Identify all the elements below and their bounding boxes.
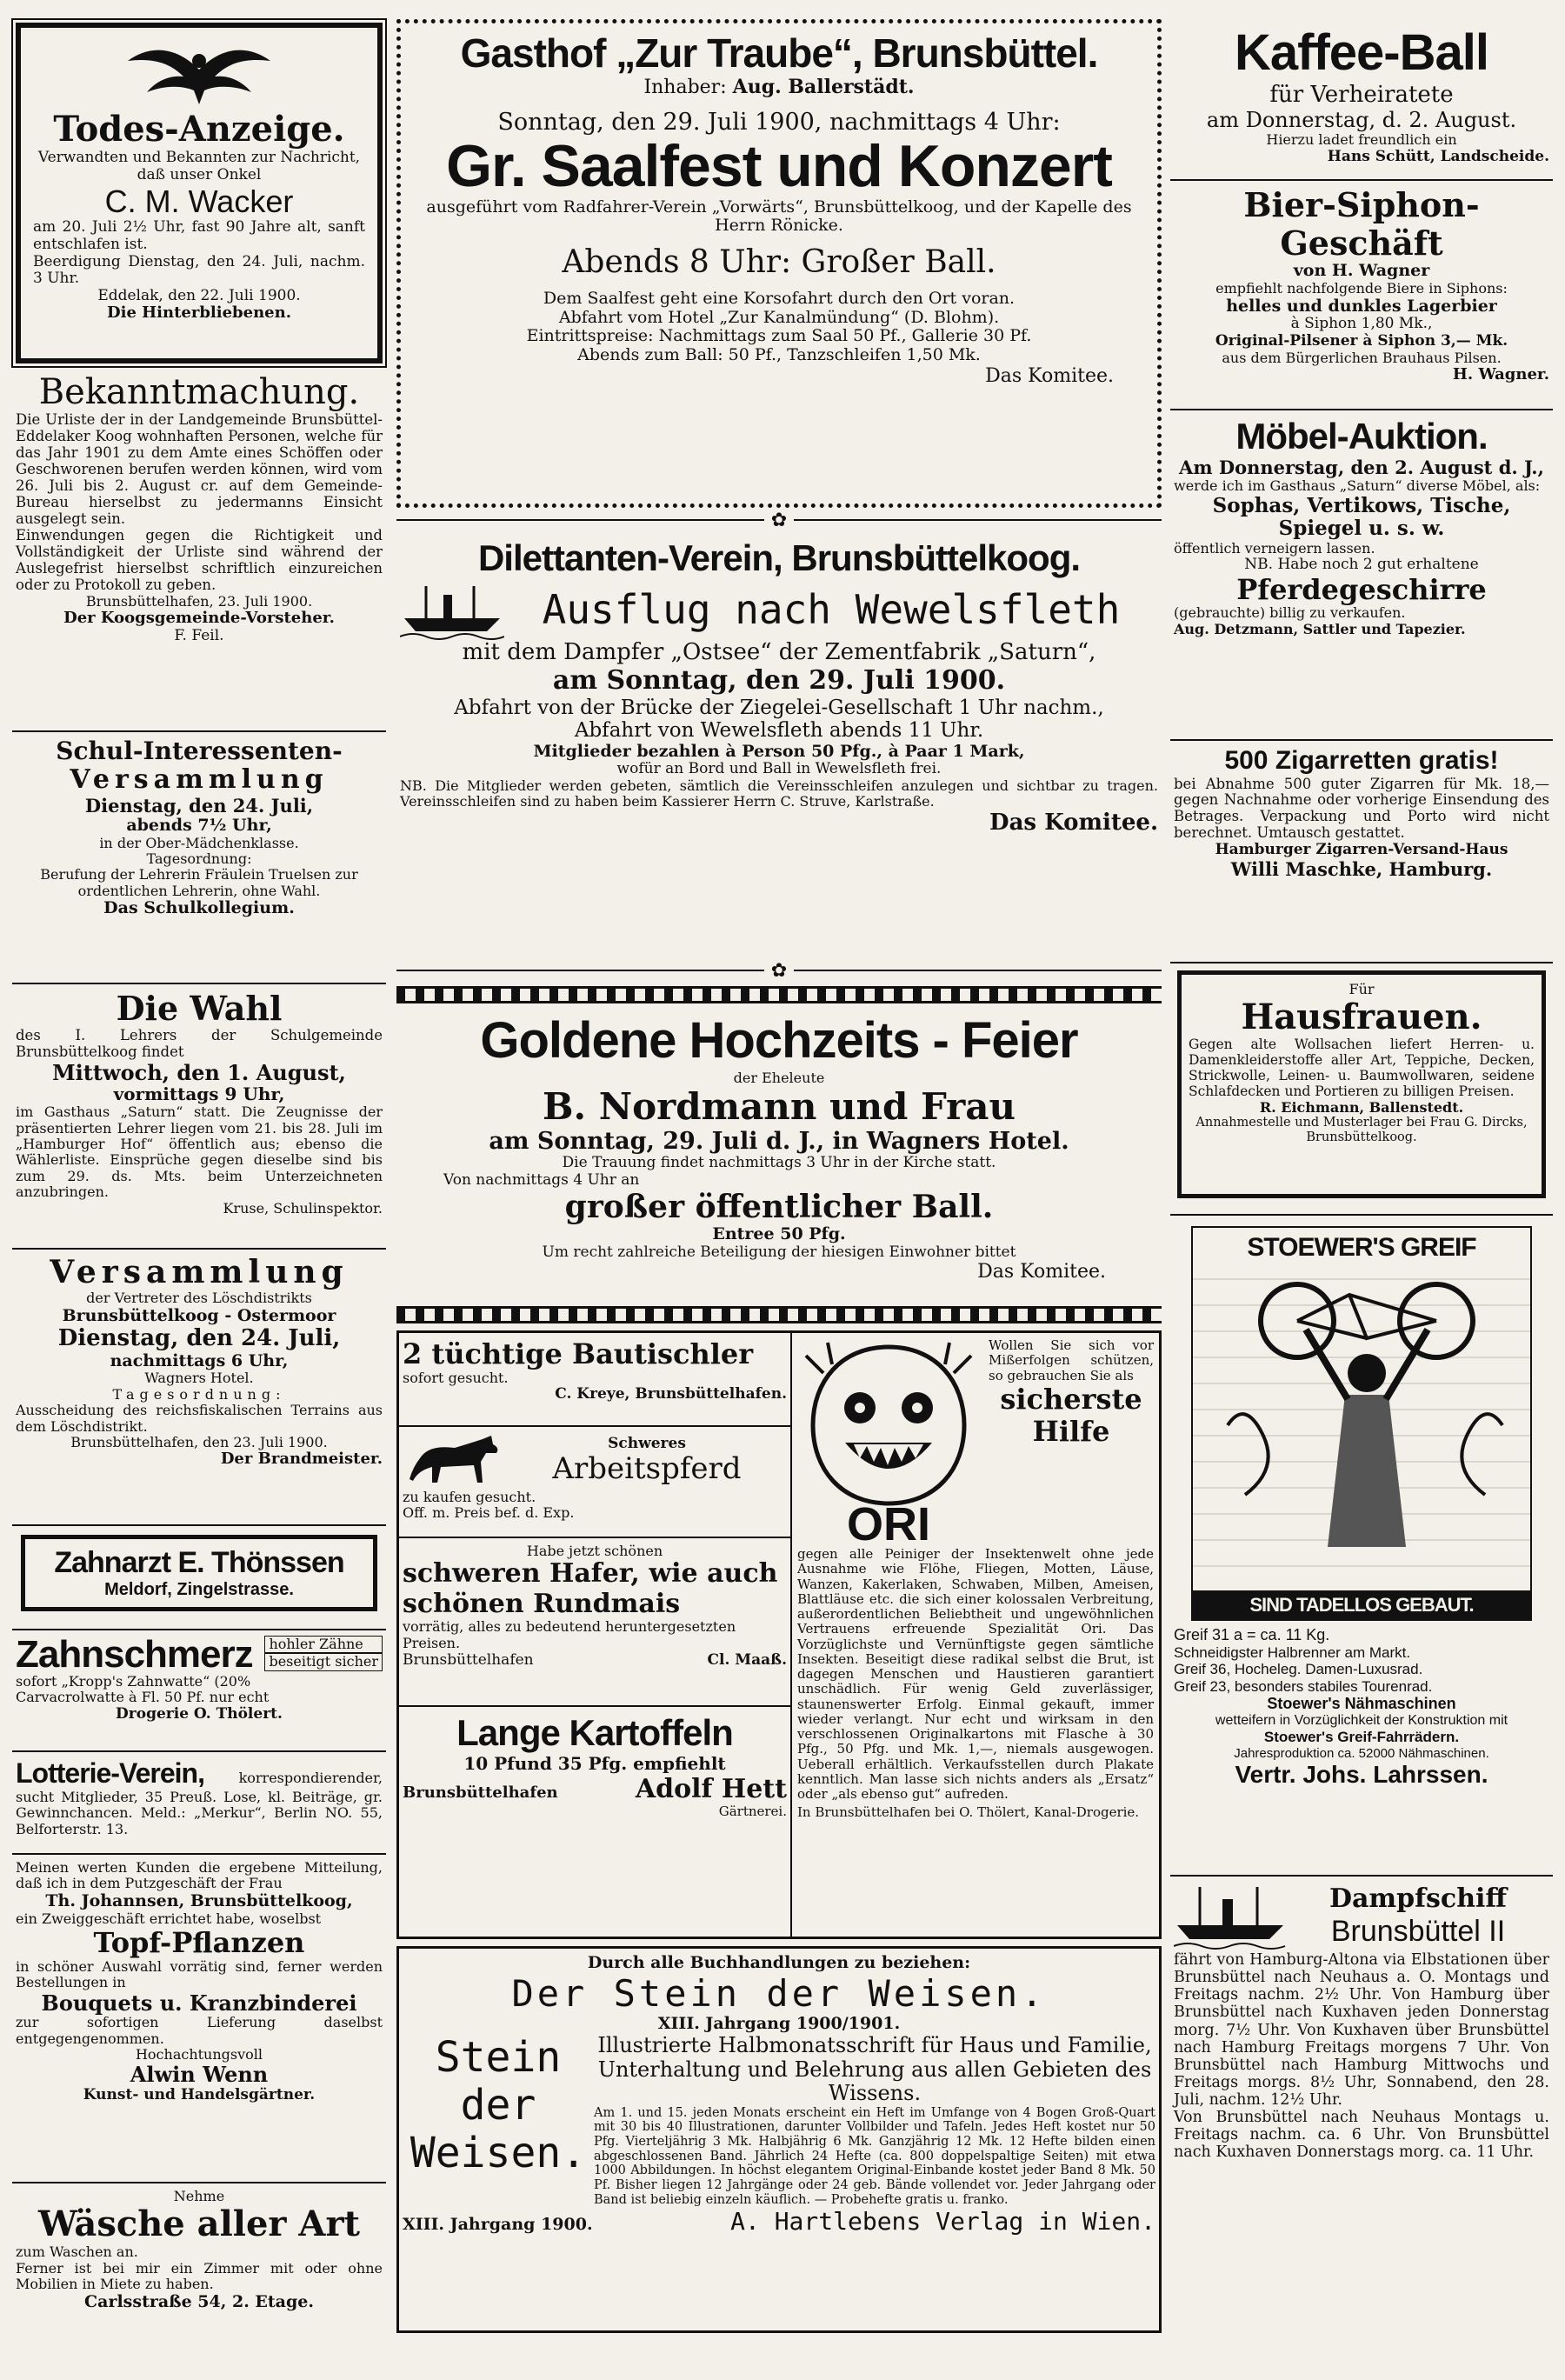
dilettanten-note: NB. Die Mitglieder werden gebeten, sämtlich die Vereinsschleifen anzulegen und sichtbar zu tragen. Vereinsschleifen sind zu haben beim Kassierer Herrn C. Struve, Karlstraße. [400,777,1158,810]
stoewer-l1b: Schneidigster Halbrenner am Markt. [1174,1643,1411,1661]
stein-desc: Illustrierte Halbmonatsschrift für Haus und Familie, Unterhaltung und Belehrung aus allen Gebieten des Wissens. [597,2032,1152,2106]
stein-year2: XIII. Jahrgang 1900. [403,2215,593,2235]
hausfrauen-text: Gegen alte Wollsachen liefert Herren- u. Damenkleiderstoffe aller Art, Teppiche, Decken, Strickwolle, Leinen- u. Baumwollwaren, seidene Schlafdecken und Portieren zu billigen Preisen. [1189,1037,1535,1099]
bicycle-woman-icon [1193,1269,1537,1564]
dampfschiff-text: fährt von Hamburg-Altona via Elbstationen über Brunsbüttel nach Neuhaus a. O. Montags und Freitags nachm. 2½ Uhr. Von Hamburg über Brunsbüttel nach Kuxhaven jeden Donnerstag morg. 7½ Uhr. Von Kuxhaven über Brunsbüttel nach Hamburg Freitags morgens 7 Uhr. Von Brunsbüttel nach Hamburg Mittwochs und Freitags morgs. 8½ Uhr, Sonnabend, den 28. Juli, nachm. 12½ Uhr. [1174,1951,1549,2109]
stoewer-l5: wetteifern in Vorzüglichkeit der Konstruktion mit [1215,1713,1508,1729]
kaffee-sub: für Verheiratete [1269,81,1454,108]
bekanntmachung-sign: Der Koogsgemeinde-Vorsteher. [63,609,335,628]
zahnarzt-title: Zahnarzt E. Thönssen [54,1546,344,1579]
johannsen-title: Topf-Pflanzen [93,1926,305,1960]
bautischler-sign: C. Kreye, Brunsbüttelhafen. [555,1385,787,1403]
wahl-text: des I. Lehrers der Schulgemeinde Brunsbüttelkoog findet [16,1026,383,1060]
stoewer-ad [1170,1216,1553,1877]
zahnschmerz-big: Zahnschmerz [16,1633,253,1676]
traube-owner-label: Inhaber: [643,76,727,98]
stoewer-l1: Greif 31 a = ca. 11 Kg. [1174,1626,1330,1643]
dilettanten-big: Ausflug nach Wewelsfleth [542,585,1121,633]
schul-date: Dienstag, den 24. Juli, [84,794,314,817]
waesche-ad [12,2183,386,2357]
ori-place: In Brunsbüttelhafen bei O. Thölert, Kanal-Drogerie. [797,1804,1140,1821]
moebel-note: NB. Habe noch 2 gut erhaltene [1244,556,1479,574]
dilettanten-line3: Abfahrt von der Brücke der Ziegelei-Gesellschaft 1 Uhr nachm., [454,696,1104,719]
hafer-top: Habe jetzt schönen [526,1543,663,1559]
zahnschmerz-line2: beseitigt sicher [264,1653,383,1670]
moebel-sign: Aug. Detzmann, Sattler und Tapezier. [1174,620,1466,637]
moebel-big: Pferdegeschirre [1236,572,1487,606]
bier-text5: aus dem Bürgerlichen Brauhaus Pilsen. [1222,349,1502,366]
bautischler-sub: sofort gesucht. [403,1369,509,1386]
bekanntmachung-sign2: F. Feil. [174,626,224,644]
kaffee-sign: Hans Schütt, Landscheide. [1327,147,1549,165]
schul-agenda: Berufung der Lehrerin Fräulein Truelsen zur ordentlichen Lehrerin, ohne Wahl. [40,866,358,899]
zigarren-sign: Hamburger Zigarren-Versand-Haus [1215,841,1508,859]
divider-2 [396,958,1162,983]
stein-side [403,2034,594,2207]
ori-title2: Hilfe [1032,1414,1110,1448]
bier-sub: von H. Wagner [1293,261,1430,281]
stein-ad [396,1946,1162,2333]
hafer-sign: Cl. Maaß. [707,1651,787,1670]
dilettanten-sign: Das Komitee. [989,809,1158,836]
bier-title: Bier-Siphon-Geschäft [1243,185,1480,263]
ornament-icon: ✿ [770,509,788,531]
johannsen-text4: zur sofortigen Lieferung daselbst entgegengenommen. [16,2014,383,2047]
hochzeit-names: B. Nordmann und Frau [542,1085,1016,1129]
bier-ad [1170,181,1553,410]
bier-text3: à Siphon 1,80 Mk., [1290,315,1433,333]
left-column [12,19,386,2357]
wahl-sign: Kruse, Schulinspektor. [223,1199,383,1217]
zigarren-sign2: Willi Maschke, Hamburg. [1230,857,1493,880]
ori-logo: ORI [846,1498,931,1547]
stoewer-sign: Vertr. Johs. Lahrssen. [1235,1761,1488,1789]
moebel-items: Sophas, Vertikows, Tische, Spiegel u. s. w. [1212,493,1511,541]
chain-border-bottom [396,1306,1162,1323]
zigarren-text: bei Abnahme 500 guter Zigarren für Mk. 18,— gegen Nachnahme oder vorherige Einsendung des Betrages. Verpackung und Porto wird nicht berechnet. Umtausch gestattet. [1174,775,1549,842]
chain-border-top [396,986,1162,1003]
versammlung-date: Dienstag, den 24. Juli, [57,1324,341,1351]
hochzeit-sub: der Eheleute [733,1069,825,1086]
johannsen-name: Th. Johannsen, Brunsbüttelkoog, [45,1890,353,1910]
right-column [1170,19,1553,2329]
stein-text: Am 1. und 15. jeden Monats erscheint ein Heft im Umfange von 4 Bogen Groß-Quart mit 30 bis 40 Illustrationen, darunter Vollbilder und Tafeln. Jedes Heft kostet nur 50 Pfg. Vierteljährig 3 Mk. Halbjährig 6 Mk. Ganzjährig 12 Mk. 12 Hefte bilden einen abgeschlossenen Band. Jährlich 24 Hefte (ca. 800 doppelspaltige Seiten) mit etwa 1000 Abbildungen. In höchst elegantem Original-Einbande kostet jeder Band 8 Mk. 50 Pf. Bisher liegen 12 Jahrgänge oder 24 geb. Bände vollendet vor. Jeder Jahrgang oder Band ist beliebig einzeln käuflich. — Probehefte gratis u. franko. [594,2105,1155,2207]
stein-side3: Weisen. [410,2129,587,2178]
ori-logo-area [797,1338,989,1547]
schul-place: in der Ober-Mädchenklasse. [99,834,299,851]
hausfrauen-title: Hausfrauen. [1241,997,1482,1038]
dampfschiff-top: Dampfschiff [1329,1883,1508,1915]
zahnarzt-place: Meldorf, Zingelstrasse. [104,1580,294,1600]
stein-year: XIII. Jahrgang 1900/1901. [657,2014,901,2034]
waesche-addr: Carlsstraße 54, 2. Etage. [84,2291,314,2311]
waesche-text: zum Waschen an. [16,2243,138,2261]
johannsen-greet: Hochachtungsvoll [135,2045,263,2063]
bekanntmachung-text: Die Urliste der in der Landgemeinde Brunsbüttel-Eddelaker Koog wohnhaften Personen, welche für das Jahr 1901 zu dem Amte eines Schöffen oder Geschworenen berufen werden können, wird vom 26. Juli bis 2. August cr. auf dem Gemeinde-Bureau hierselbst zu jedermanns Einsicht ausgelegt sein. [16,411,383,527]
bier-text2: helles und dunkles Lagerbier [1226,296,1497,316]
traube-date: Sonntag, den 29. Juli 1900, nachmittags 4 Uhr: [497,109,1061,137]
kaffee-text: Hierzu ladet freundlich ein [1266,131,1457,149]
dampfschiff-ad [1170,1877,1553,2329]
bautischler-ad [399,1333,790,1427]
wahl-time: vormittags 9 Uhr, [113,1083,285,1105]
dampfschiff-text2: Von Brunsbüttel nach Neuhaus Montags u. Freitags nachm. ca. 6 Uhr. Von Brunsbüttel nach Kuxhaven Donnerstags morg. ca. 11 Uhr. [1174,2109,1549,2162]
johannsen-sign: Alwin Wenn [130,2062,269,2088]
dilettanten-line1: mit dem Dampfer „Ostsee“ der Zementfabrik „Saturn“, [462,639,1096,666]
ori-title: sicherste [1000,1382,1142,1416]
death-notice-name: C. M. Wacker [104,183,294,220]
hochzeit-date: am Sonntag, 29. Juli d. J., in Wagners Hotel. [489,1128,1069,1156]
waesche-top: Nehme [173,2188,225,2204]
hochzeit-big: großer öffentlicher Ball. [564,1188,994,1225]
ori-intro: Wollen Sie sich vor Mißerfolgen schützen, so gebrauchen Sie als [989,1337,1154,1383]
zigarren-ad [1170,741,1553,963]
traube-perf: ausgeführt vom Radfahrer-Verein „Vorwärts“, Brunsbüttelkoog, und der Kapelle des Herrn Rönicke. [426,197,1132,236]
death-notice-text2: am 20. Juli 2½ Uhr, fast 90 Jahre alt, sanft entschlafen ist. [33,218,365,254]
pferd-text2: Off. m. Preis bef. d. Exp. [403,1504,575,1522]
traube-big: Gr. Saalfest und Konzert [446,133,1112,200]
schul-ad [12,732,386,984]
moebel-ad [1170,410,1553,741]
johannsen-text3: in schöner Auswahl vorrätig sind, ferner werden Bestellungen in [16,1957,383,1991]
ori-ad [792,1333,1159,1937]
schul-time: abends 7½ Uhr, [126,815,272,835]
kartoffeln-price: 10 Pfund 35 Pfg. empfiehlt [463,1753,726,1775]
stoewer-l3: Greif 23, besonders stabiles Tourenrad. [1174,1677,1433,1695]
zahnschmerz-line4: Carvacrolwatte à Fl. 50 Pf. nur echt [16,1689,270,1706]
bier-text: empfiehlt nachfolgende Biere in Siphons: [1215,280,1508,297]
hafer-ad [399,1538,790,1707]
stoewer-l4: Stoewer's Nähmaschinen [1267,1695,1456,1713]
zahnarzt-ad [12,1526,386,1630]
hochzeit-entree: Entree 50 Pfg. [712,1223,846,1243]
hochzeit-sign: Das Komitee. [977,1261,1106,1283]
versammlung-place: Wagners Hotel. [144,1370,254,1387]
lotterie-text: korrespondierender, sucht Mitglieder, 35 Preuß. Lose, kl. Beiträge, gr. Gewinnchancen. Meld.: „Merkur“, Berlin NO. 55, Belforterstr. 13. [16,1770,383,1837]
hausfrauen-text2: Annahmestelle und Musterlager bei Frau G. Dircks, Brunsbüttelkoog. [1195,1116,1528,1144]
death-notice-text: Verwandten und Bekannten zur Nachricht, daß unser Onkel [37,149,361,183]
death-notice-text3: Beerdigung Dienstag, den 24. Juli, nachm. 3 Uhr. [33,252,365,288]
zigarren-title: 500 Zigarretten gratis! [1224,746,1499,775]
zahnschmerz-sign: Drogerie O. Thölert. [116,1704,283,1723]
kartoffeln-sign: Adolf Hett [635,1774,787,1805]
johannsen-ad [12,1855,386,2183]
schul-title2: Versammlung [70,764,329,796]
dilettanten-line6: wofür an Bord und Ball in Wewelsfleth frei. [616,760,942,778]
kartoffeln-sign2: Gärtnerei. [718,1803,787,1820]
pferd-ad [399,1427,790,1538]
stoewer-l7: Jahresproduktion ca. 52000 Nähmaschinen. [1234,1745,1489,1761]
waesche-title: Wäsche aller Art [37,2203,361,2245]
small-ads-block [396,1330,1162,1939]
horse-icon [403,1432,507,1490]
ori-text: gegen alle Peiniger der Insektenwelt ohne jede Ausnahme wie Flöhe, Fliegen, Motten, Läuse, Wanzen, Kakerlaken, Schwaben, Milben, Ameisen, Blattläuse etc. die sich einer kolossalen Verbreitung, außerordentlichen Beliebtheit und ungewöhnlichen Vertrauens erfreuende Spezialität Ori. Das Vorzüglichste und Vernünftigste gegen sämtliche Insekten. Beseitigt diese radikal selbst die Brut, ist dagegen Menschen und Haustieren garantiert unschädlich. Für wenig Geld zuverlässiger, staunenswerter Erfolg. Einmal gekauft, immer wieder verlangt. Nur echt und wirksam in den verschlossenen Originalkartons mit Flasche à 30 Pfg., 50 Pfg. und Mk. 1,—, niemals ausgewogen. Ueberall erhältlich. Verkaufsstellen durch Plakate kenntlich. Man lasse sich nichts anders als „Ersatz“ oder „als ebenso gut“ aufreden. [797,1546,1154,1802]
traube-ball: Abends 8 Uhr: Großer Ball. [562,244,996,281]
zahnschmerz-line3: sofort „Kropp's Zahnwatte“ (20% [16,1673,251,1690]
versammlung-text: der Vertreter des Löschdistrikts [86,1290,312,1307]
waesche-text2: Ferner ist bei mir ein Zimmer mit oder ohne Mobilien in Miete zu haben. [16,2259,383,2293]
versammlung-date2: Brunsbüttelhafen, den 23. Juli 1900. [70,1433,328,1450]
traube-text2: Abfahrt vom Hotel „Zur Kanalmündung“ (D. Blohm). [558,307,1000,327]
lotterie-title: Lotterie-Verein, [16,1757,204,1789]
versammlung-sign: Der Brandmeister. [220,1450,383,1469]
moebel-title: Möbel-Auktion. [1235,416,1488,457]
schul-sign: Das Schulkollegium. [103,898,295,918]
hafer-title2: schönen Rundmais [403,1588,681,1619]
stein-side1: Stein [435,2032,562,2082]
hafer-title: schweren Hafer, wie auch [403,1558,778,1590]
wahl-ad [12,984,386,1250]
kaffee-title: Kaffee-Ball [1235,24,1488,81]
hochzeit-text2: Von nachmittags 4 Uhr an [443,1170,640,1189]
zahnschmerz-ad [12,1630,386,1752]
hausfrauen-top: Für [1349,981,1375,997]
moebel-text2: öffentlich verneigern lassen. [1174,539,1375,557]
hausfrauen-sign: R. Eichmann, Ballenstedt. [1259,1098,1464,1116]
steamship-icon [400,579,504,640]
moebel-text: werde ich im Gasthaus „Saturn“ diverse Möbel, als: [1174,477,1541,495]
small-ads-left [399,1333,792,1937]
hochzeit-text3: Um recht zahlreiche Beteiligung der hiesigen Einwohner bittet [542,1243,1016,1261]
dilettanten-title: Dilettanten-Verein, Brunsbüttelkoog. [477,537,1081,578]
death-notice [16,23,383,363]
bekanntmachung-text2: Einwendungen gegen die Richtigkeit und Vollständigkeit der Urliste sind während der Auslegefrist hierselbst schriftlich einzureichen oder zu Protokoll zu geben. [16,526,383,593]
hochzeit-text: Die Trauung findet nachmittags 3 Uhr in der Kirche statt. [562,1154,996,1172]
bier-sign: H. Wagner. [1452,364,1549,383]
bier-text4: Original-Pilsener à Siphon 3,— Mk. [1215,332,1508,350]
dilettanten-line2: am Sonntag, den 29. Juli 1900. [552,665,1006,697]
hochzeit-ad [396,1007,1162,1303]
ornament-icon: ✿ [770,959,788,982]
death-notice-sign: Die Hinterbliebenen. [107,303,291,323]
versammlung-ad [12,1250,386,1526]
eagle-icon [121,35,277,110]
divider-1 [396,508,1162,532]
ori-monster-face-icon [797,1338,980,1547]
bautischler-title: 2 tüchtige Bautischler [403,1337,754,1370]
kaffee-ad [1170,19,1553,181]
johannsen-title2: Bouquets u. Kranzbinderei [41,1990,357,2016]
stein-pub: A. Hartlebens Verlag in Wien. [730,2207,1155,2237]
bekanntmachung-title: Bekanntmachung. [38,372,360,412]
stoewer-l2: Greif 36, Hocheleg. Damen-Luxusrad. [1174,1661,1423,1678]
traube-ad [396,19,1162,508]
stoewer-banner: SIND TADELLOS GEBAUT. [1193,1590,1530,1619]
traube-text: Dem Saalfest geht eine Korsofahrt durch den Ort voran. [543,288,1016,308]
traube-text4: Abends zum Ball: 50 Pf., Tanzschleifen 1,50 Mk. [577,345,981,365]
dilettanten-line4: Abfahrt von Wewelsfleth abends 11 Uhr. [574,719,984,743]
kartoffeln-ad [399,1707,790,1837]
stoewer-title: STOEWER'S GREIF [1193,1228,1530,1269]
moebel-date: Am Donnerstag, den 2. August d. J., [1179,457,1544,479]
stein-side2: der [460,2081,536,2130]
wahl-date: Mittwoch, den 1. August, [52,1059,346,1085]
death-notice-place: Eddelak, den 22. Juli 1900. [97,286,301,304]
traube-text3: Eintrittspreise: Nachmittags zum Saal 50 Pf., Gallerie 30 Pf. [526,326,1032,346]
schul-agenda-label: Tagesordnung: [146,850,252,868]
zahnschmerz-line1: hohler Zähne [264,1636,383,1653]
traube-title: Gasthof „Zur Traube“, Brunsbüttel. [460,30,1098,76]
johannsen-sign2: Kunst- und Handelsgärtner. [83,2085,316,2103]
hochzeit-title: Goldene Hochzeits - Feier [480,1012,1078,1069]
versammlung-title: Versammlung [50,1254,349,1290]
johannsen-text2: ein Zweiggeschäft errichtet habe, woselbst [16,1910,322,1927]
death-notice-title: Todes-Anzeige. [53,109,345,150]
versammlung-text2: Brunsbüttelkoog - Ostermoor [62,1305,336,1325]
moebel-text3: (gebrauchte) billig zu verkaufen. [1174,604,1406,622]
johannsen-text: Meinen werten Kunden die ergebene Mitteilung, daß ich in dem Putzgeschäft der Frau [16,1859,383,1892]
dilettanten-ad [396,532,1162,958]
wahl-title: Die Wahl [116,989,283,1028]
stein-top: Durch alle Buchhandlungen zu beziehen: [587,1953,971,1972]
middle-column [396,19,1162,2333]
kaffee-date: am Donnerstag, d. 2. August. [1206,107,1517,132]
pferd-text: zu kaufen gesucht. [403,1489,536,1505]
hafer-text: vorrätig, alles zu bedeutend heruntergesetzten Preisen. [403,1618,736,1651]
dilettanten-line5: Mitglieder bezahlen à Person 50 Pfg., à Paar 1 Mark, [533,741,1025,761]
stoewer-l6: Stoewer's Greif-Fahrrädern. [1263,1729,1460,1746]
stoewer-illustration [1191,1226,1532,1621]
bekanntmachung-ad [12,367,386,732]
pferd-title: Arbeitspferd [552,1451,742,1487]
kartoffeln-title: Lange Kartoffeln [456,1712,733,1753]
versammlung-time: nachmittags 6 Uhr, [110,1350,289,1370]
wahl-text2: im Gasthaus „Saturn“ statt. Die Zeugnisse der präsentierten Lehrer liegen vom 21. bis 28. Juli im „Hamburger Hof“ öffentlich aus; ebenso die Wählerliste. Einsprüche gegen dieselbe sind bis zum 29. ds. Mts. beim Unterzeichneten anzubringen. [16,1103,383,1201]
traube-sign: Das Komitee. [985,365,1114,388]
steamship-icon [1174,1882,1287,1951]
lotterie-ad [12,1752,386,1855]
schul-title: Schul-Interessenten- [56,737,343,765]
dampfschiff-title: Brunsbüttel II [1330,1914,1506,1948]
hausfrauen-ad [1170,963,1553,1216]
traube-owner: Aug. Ballerstädt. [732,75,915,98]
stein-title: Der Stein der Weisen. [511,1971,1047,2015]
versammlung-agenda: Ausscheidung des reichsfiskalischen Terrains aus dem Löschdistrikt. [16,1402,383,1435]
hafer-place: Brunsbüttelhafen [403,1651,534,1670]
versammlung-agenda-label: Tagesordnung: [112,1385,286,1403]
kartoffeln-place: Brunsbüttelhafen [403,1783,558,1803]
bekanntmachung-place: Brunsbüttelhafen, 23. Juli 1900. [85,592,313,610]
pferd-top: Schweres [608,1434,686,1452]
